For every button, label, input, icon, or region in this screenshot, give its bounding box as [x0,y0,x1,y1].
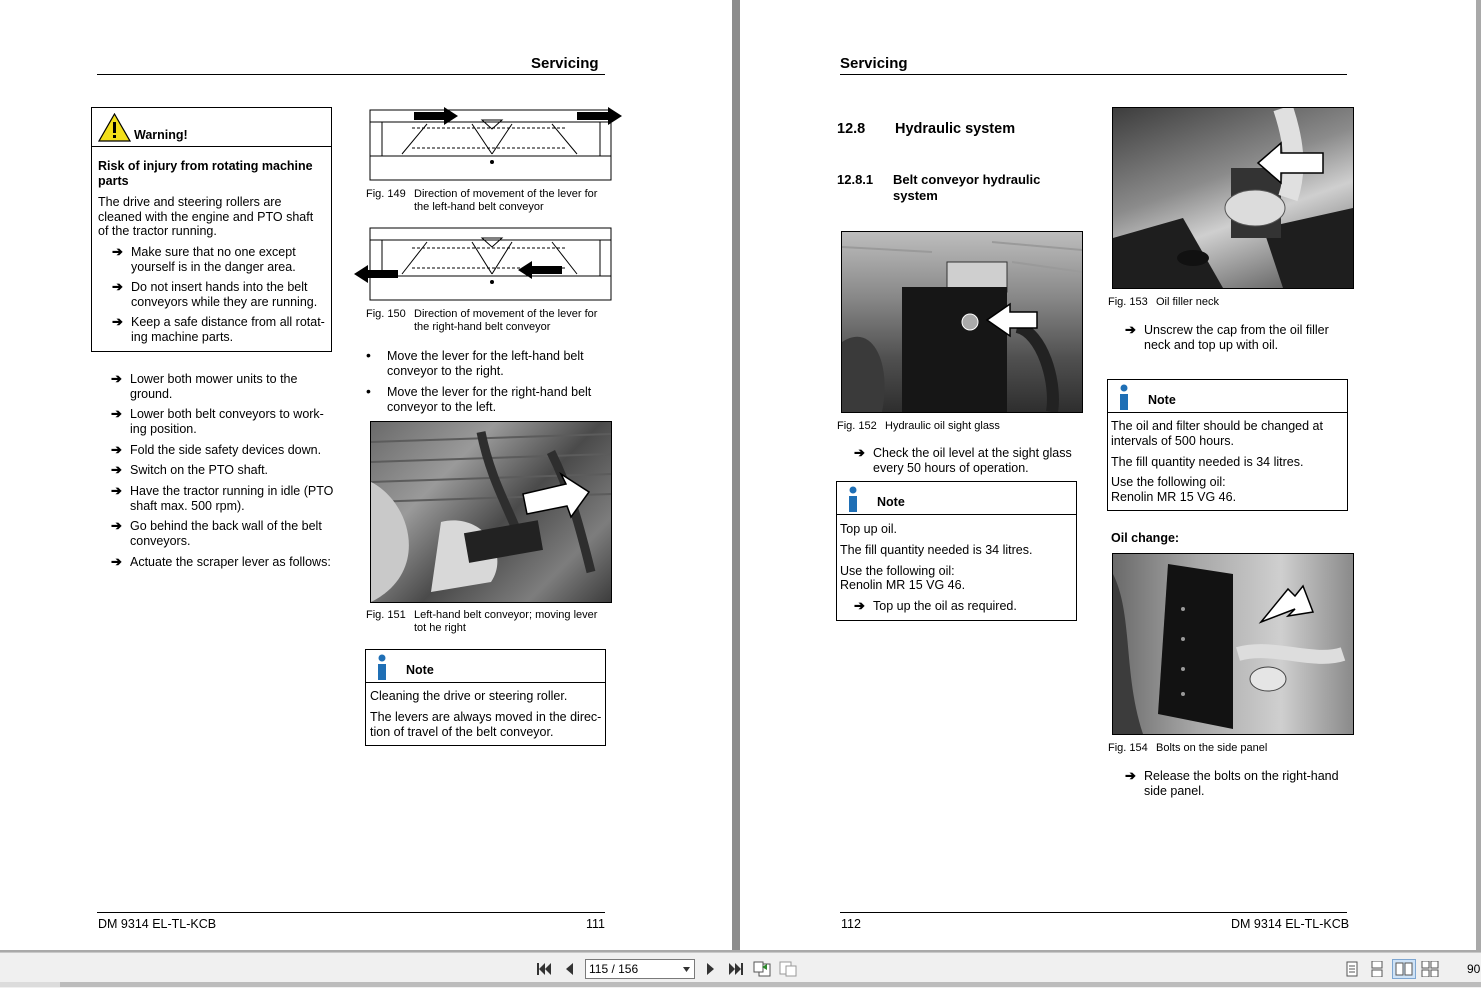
step-item: ➔ Unscrew the cap from the oil filler neck and top up with oil. [1125,322,1329,352]
bullet-item: • Move the lever for the right-hand belt conveyor to the left. [366,383,592,414]
note-line: Cleaning the drive or steering roller. [370,689,568,703]
step-item: ➔ Check the oil level at the sight glass every 50 hours of operation. [854,445,1072,475]
note-box-header [837,482,1076,515]
note-line: Use the following oil: [1111,475,1226,489]
step-item: ➔ Actuate the scraper lever as follows: [111,554,331,569]
arrow-icon: ➔ [111,462,122,477]
note-box [836,481,1077,621]
previous-page-button[interactable] [559,959,579,979]
page-number: 112 [841,917,861,931]
warning-body: The drive and steering rollers are cleaned with the engine and PTO shaft of the tractor running. [98,195,314,238]
note-box [1107,379,1348,511]
last-page-button[interactable] [726,959,746,979]
section-number: 12.8 [837,121,866,137]
zoom-level[interactable]: 90 [1467,962,1481,976]
warning-step: ➔ Keep a safe distance from all rotat-ing machine parts. [112,314,325,344]
fig154-photo-art [1113,554,1353,734]
fig153-photo [1112,107,1354,289]
right-page [740,0,1476,950]
bullet-item: • Move the lever for the left-hand belt conveyor to the right. [366,347,584,378]
arrow-icon: ➔ [111,554,122,569]
note-line: The oil and filter should be changed at intervals of 500 hours. [1111,419,1323,448]
warning-triangle-icon [98,113,131,142]
note-title: Note [877,495,905,509]
header-rule [97,74,605,75]
note-line: Renolin MR 15 VG 46. [1111,490,1237,504]
first-page-icon [536,962,552,976]
fig153-photo-art [1113,108,1353,288]
two-page-continuous-button[interactable] [1420,959,1440,979]
horizontal-scrollbar[interactable] [0,982,1481,987]
footer-rule [97,912,605,913]
note-line: The levers are always moved in the direc-tion of travel of the belt conveyor. [370,710,602,739]
fig149-caption: Fig. 149 Direction of movement of the lever for the left-hand belt conveyor [366,188,598,213]
info-icon [845,486,861,512]
page-header-title: Servicing [531,55,599,72]
arrow-icon: ➔ [1125,768,1136,783]
note-step: ➔ Top up the oil as required. [854,598,1017,613]
warning-step: ➔ Do not insert hands into the belt conveyors while they are running. [112,279,318,309]
scrollbar-thumb[interactable] [60,982,1481,987]
single-page-icon [1345,961,1359,977]
arrow-icon: ➔ [111,518,122,533]
fig151-photo [370,421,612,603]
arrow-icon: ➔ [1125,322,1136,337]
fig150-drawing [352,226,624,304]
subsection-number: 12.8.1 [837,172,874,187]
next-page-icon [705,962,717,976]
step-item: ➔ Lower both belt conveyors to work-ing position. [111,406,324,436]
arrow-icon: ➔ [111,483,122,498]
chevron-down-icon [683,967,690,972]
footer-rule [840,912,1347,913]
bullet-dot-icon: • [366,383,371,399]
warning-step: ➔ Make sure that no one except yourself is in the danger area. [112,244,296,274]
info-icon [374,654,390,680]
header-rule [840,74,1347,75]
fig152-photo-art [842,232,1082,412]
note-line: The fill quantity needed is 34 litres. [1111,455,1304,469]
fig152-caption: Fig. 152 Hydraulic oil sight glass [837,420,1000,432]
go-back-view-icon [753,961,771,977]
note-line: Use the following oil: [840,564,955,578]
go-back-button[interactable] [752,959,772,979]
previous-page-icon [563,962,575,976]
section-title: Hydraulic system [895,121,1016,137]
warning-box-header [92,108,331,147]
info-icon [1116,384,1132,410]
page-number-input[interactable]: 115 / 156 [585,959,695,979]
fig151-photo-art [371,422,611,602]
note-box-header [366,650,605,683]
footer-doc-id: DM 9314 EL-TL-KCB [98,917,217,931]
arrow-icon: ➔ [112,279,123,294]
step-item: ➔ Switch on the PTO shaft. [111,462,269,477]
page-separator [732,0,740,950]
oil-change-heading: Oil change: [1111,531,1180,545]
footer-doc-id: DM 9314 EL-TL-KCB [1231,917,1350,931]
fig149-drawing [352,104,624,182]
page-number: 111 [586,917,606,931]
note-line: Renolin MR 15 VG 46. [840,578,966,592]
step-item: ➔ Go behind the back wall of the belt conveyors. [111,518,322,548]
step-item: ➔ Have the tractor running in idle (PTO shaft max. 500 rpm). [111,483,334,513]
two-page-view-button[interactable] [1392,959,1416,979]
arrow-icon: ➔ [111,371,122,386]
fig150-caption: Fig. 150 Direction of movement of the lever for the right-hand belt conveyor [366,308,598,333]
arrow-icon: ➔ [854,598,865,613]
arrow-icon: ➔ [112,314,123,329]
subsection-title: Belt conveyor hydraulic system [893,172,1041,203]
two-page-continuous-icon [1421,961,1439,977]
bullet-dot-icon: • [366,347,371,363]
note-title: Note [1148,393,1176,407]
fig154-photo [1112,553,1354,735]
continuous-page-icon [1370,961,1384,977]
next-page-button[interactable] [701,959,721,979]
note-box [365,649,606,746]
warning-title: Warning! [134,128,188,142]
note-box-header [1108,380,1347,413]
step-item: ➔ Release the bolts on the right-hand side panel. [1125,768,1339,798]
left-page [0,0,732,950]
note-title: Note [406,663,434,677]
two-page-icon [1395,962,1413,976]
fig154-caption: Fig. 154 Bolts on the side panel [1108,742,1268,754]
arrow-icon: ➔ [112,244,123,259]
note-line: Top up oil. [840,522,897,536]
note-line: The fill quantity needed is 34 litres. [840,543,1033,557]
step-item: ➔ Lower both mower units to the ground. [111,371,298,401]
page-header-title: Servicing [840,55,908,72]
fig152-photo [841,231,1083,413]
step-item: ➔ Fold the side safety devices down. [111,442,322,457]
warning-box [91,107,332,352]
fig151-caption: Fig. 151 Left-hand belt conveyor; moving lever tot he right [366,609,598,634]
warning-heading: Risk of injury from rotating machine parts [98,159,313,188]
continuous-view-button[interactable] [1367,959,1387,979]
go-forward-button[interactable] [778,959,798,979]
arrow-icon: ➔ [854,445,865,460]
last-page-icon [728,962,744,976]
first-page-button[interactable] [534,959,554,979]
go-forward-view-icon [779,961,797,977]
arrow-icon: ➔ [111,406,122,421]
arrow-icon: ➔ [111,442,122,457]
fig153-caption: Fig. 153 Oil filler neck [1108,296,1219,308]
single-page-view-button[interactable] [1342,959,1362,979]
